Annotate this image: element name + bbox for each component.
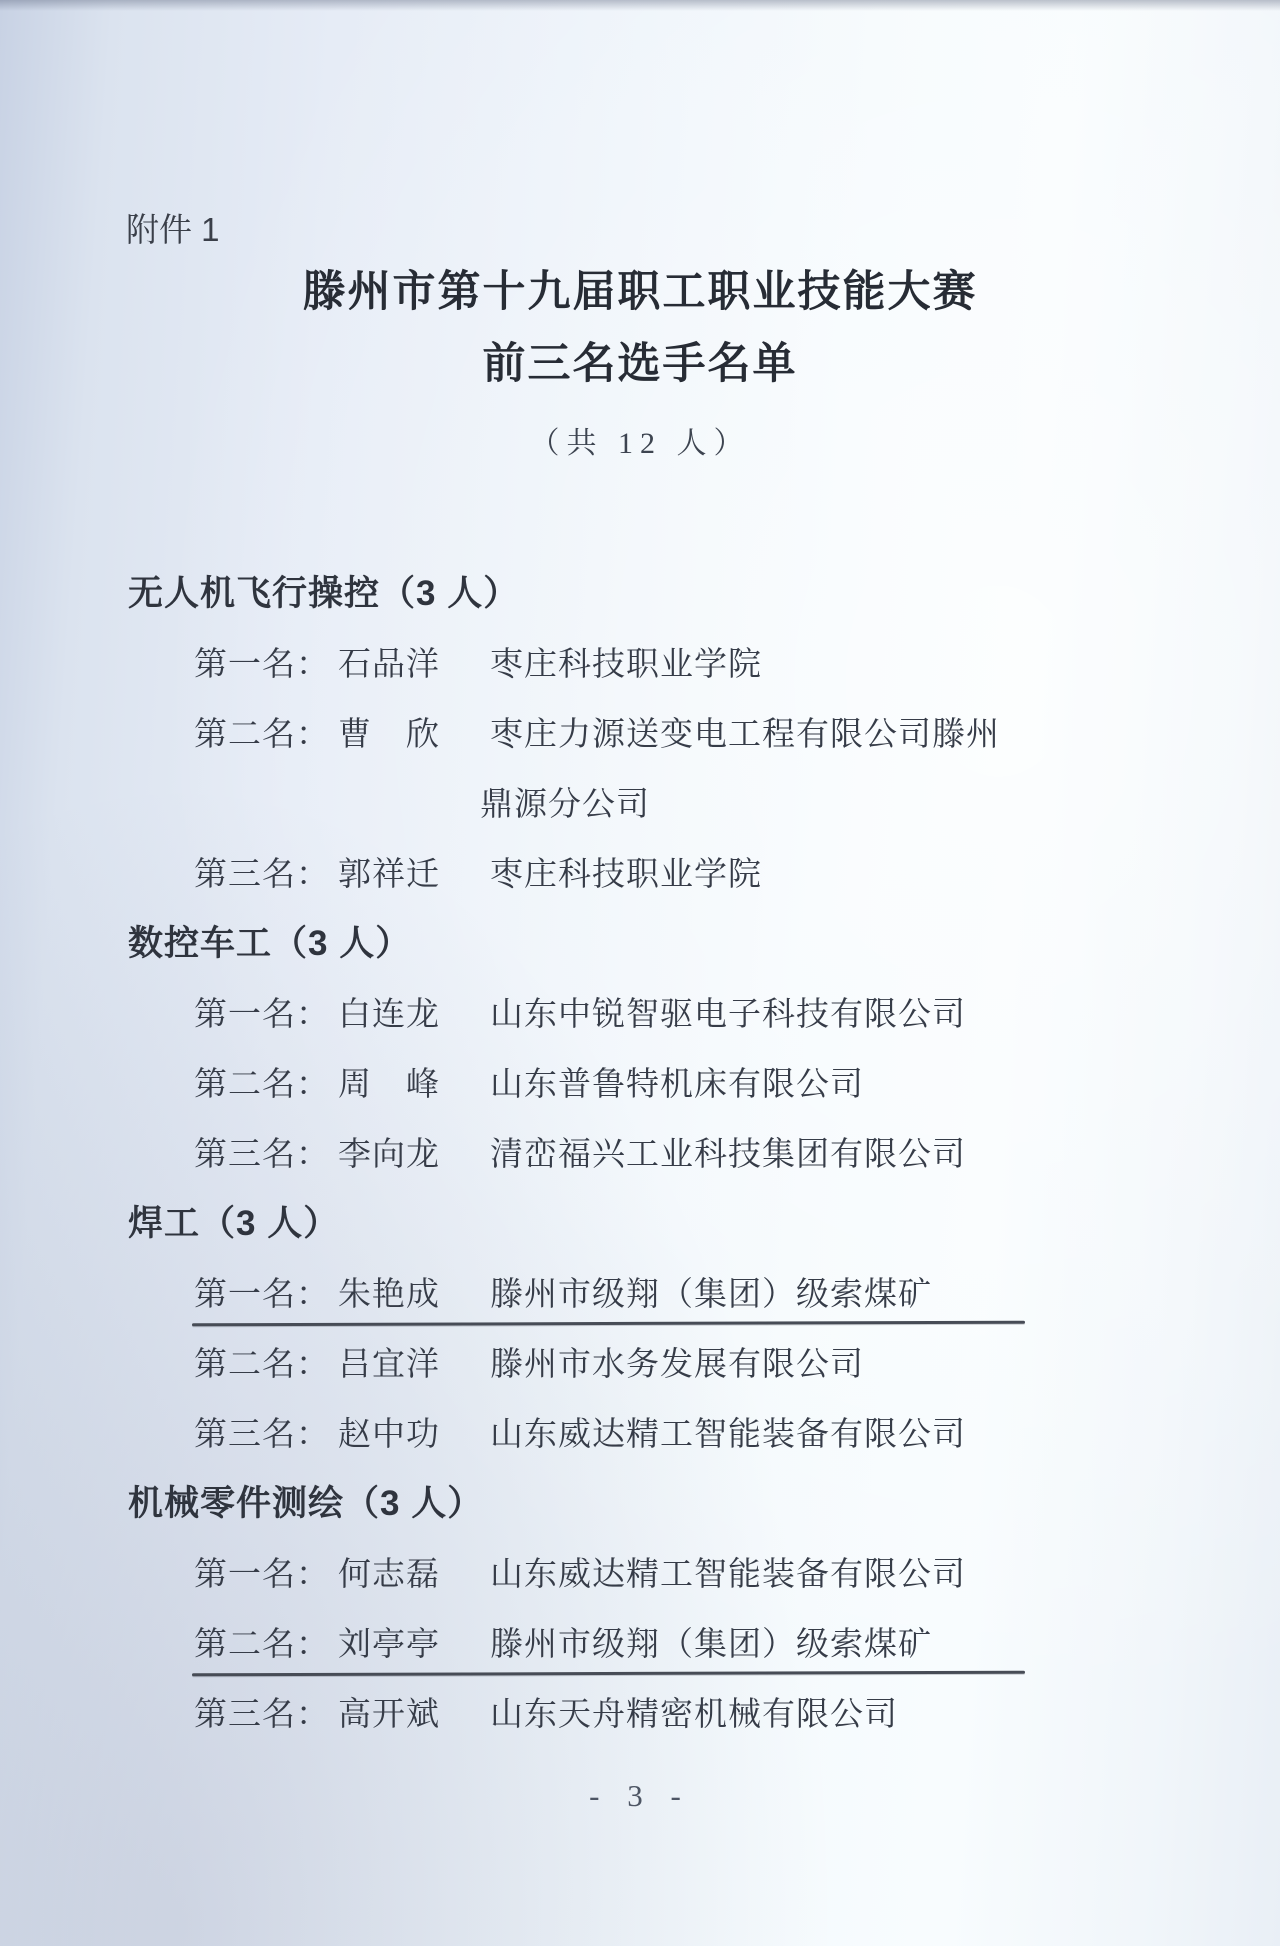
sections bbox=[0, 556, 1280, 1746]
winner-row bbox=[0, 976, 1280, 1046]
winner-row bbox=[0, 1116, 1280, 1186]
winner-organization: 滕州市级翔（集团）级索煤矿 bbox=[490, 1276, 932, 1313]
page-number: - 3 - bbox=[589, 1778, 691, 1813]
section-heading: 机械零件测绘（3 人） bbox=[128, 1484, 484, 1523]
rank-label: 第一名： bbox=[194, 996, 330, 1033]
winner-name: 吕宜洋 bbox=[338, 1346, 440, 1383]
winner-organization: 枣庄力源送变电工程有限公司滕州 bbox=[490, 716, 1000, 753]
section-body bbox=[0, 626, 1280, 906]
rank-label: 第一名： bbox=[194, 646, 330, 683]
document-title-line1: 滕州市第十九届职工职业技能大赛 bbox=[302, 269, 978, 316]
rank-label: 第二名： bbox=[194, 1066, 330, 1103]
winner-row bbox=[0, 1326, 1280, 1396]
winner-row bbox=[0, 1256, 1280, 1326]
winner-name: 郭祥迁 bbox=[338, 856, 440, 893]
competition-section bbox=[0, 1466, 1280, 1746]
organization-continuation-text: 鼎源分公司 bbox=[480, 786, 650, 823]
winner-name: 朱艳成 bbox=[338, 1276, 440, 1313]
winner-name: 石品洋 bbox=[338, 646, 440, 683]
section-heading: 焊工（3 人） bbox=[128, 1204, 340, 1243]
winner-organization: 山东威达精工智能装备有限公司 bbox=[490, 1416, 966, 1453]
winner-name: 高开斌 bbox=[338, 1696, 440, 1733]
winner-row bbox=[0, 626, 1280, 696]
section-body bbox=[0, 1256, 1280, 1466]
section-heading: 数控车工（3 人） bbox=[128, 924, 412, 963]
rank-label: 第三名： bbox=[194, 1136, 330, 1173]
winner-row bbox=[0, 1396, 1280, 1466]
rank-label: 第一名： bbox=[194, 1556, 330, 1593]
winner-organization-continuation bbox=[0, 766, 1280, 836]
winner-name: 曹 欣 bbox=[338, 716, 440, 753]
rank-label: 第一名： bbox=[194, 1276, 330, 1313]
winner-row bbox=[0, 696, 1280, 766]
winner-organization: 山东普鲁特机床有限公司 bbox=[490, 1066, 864, 1103]
winner-row bbox=[0, 1676, 1280, 1746]
winner-name: 刘亭亭 bbox=[338, 1626, 440, 1663]
rank-label: 第二名： bbox=[194, 1626, 330, 1663]
rank-label: 第二名： bbox=[194, 716, 330, 753]
winner-organization: 山东中锐智驱电子科技有限公司 bbox=[490, 996, 966, 1033]
participant-count-note: （共 12 人） bbox=[529, 427, 751, 460]
winner-row bbox=[0, 1046, 1280, 1116]
winner-organization: 滕州市水务发展有限公司 bbox=[490, 1346, 864, 1383]
attachment-label: 附件 1 bbox=[126, 211, 220, 248]
document-title-line2: 前三名选手名单 bbox=[482, 341, 798, 388]
winner-name: 何志磊 bbox=[338, 1556, 440, 1593]
rank-label: 第三名： bbox=[194, 856, 330, 893]
winner-organization: 山东威达精工智能装备有限公司 bbox=[490, 1556, 966, 1593]
rank-label: 第二名： bbox=[194, 1346, 330, 1383]
winner-organization: 枣庄科技职业学院 bbox=[490, 856, 762, 893]
competition-section bbox=[0, 556, 1280, 906]
rank-label: 第三名： bbox=[194, 1696, 330, 1733]
winner-organization: 清峦福兴工业科技集团有限公司 bbox=[490, 1136, 966, 1173]
competition-section bbox=[0, 1186, 1280, 1466]
winner-organization: 滕州市级翔（集团）级索煤矿 bbox=[490, 1626, 932, 1663]
competition-section bbox=[0, 906, 1280, 1186]
winner-name: 李向龙 bbox=[338, 1136, 440, 1173]
rank-label: 第三名： bbox=[194, 1416, 330, 1453]
winner-name: 白连龙 bbox=[338, 996, 440, 1033]
winner-organization: 枣庄科技职业学院 bbox=[490, 646, 762, 683]
winner-name: 周 峰 bbox=[338, 1066, 440, 1103]
winner-row bbox=[0, 1536, 1280, 1606]
winner-row bbox=[0, 836, 1280, 906]
section-body bbox=[0, 1536, 1280, 1746]
winner-organization: 山东天舟精密机械有限公司 bbox=[490, 1696, 898, 1733]
winner-name: 赵中功 bbox=[338, 1416, 440, 1453]
section-body bbox=[0, 976, 1280, 1186]
winner-row bbox=[0, 1606, 1280, 1676]
section-heading: 无人机飞行操控（3 人） bbox=[128, 574, 520, 613]
